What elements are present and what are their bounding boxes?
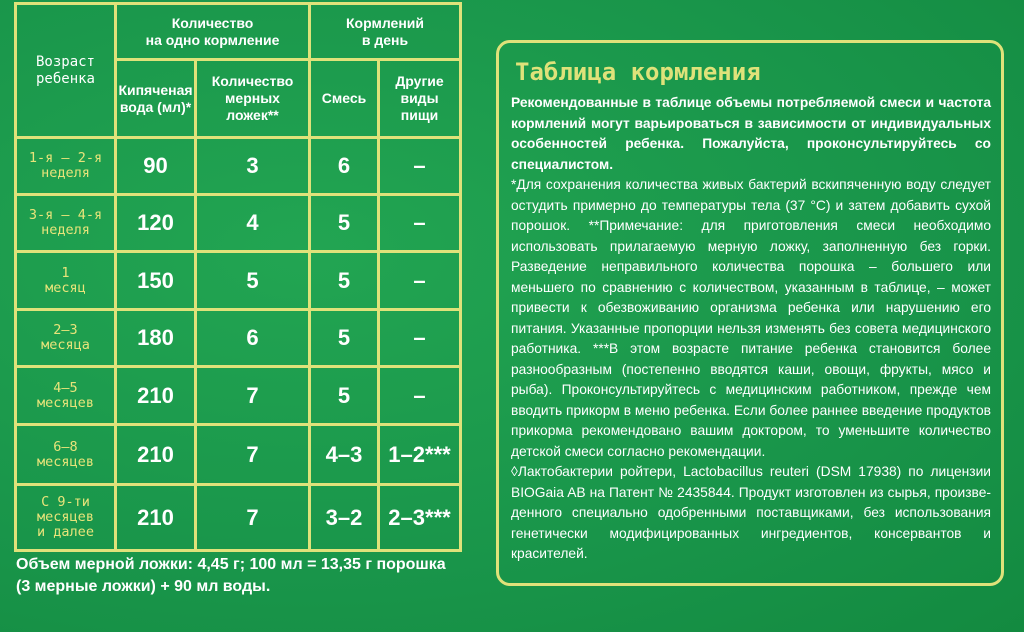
header-spoons-line-1: Количество xyxy=(211,73,294,89)
spoons-cell: 7 xyxy=(196,367,310,425)
mix-cell: 6 xyxy=(310,138,379,195)
age-cell xyxy=(16,485,116,551)
age-line-1: С 9-ти xyxy=(41,494,90,510)
age-cell xyxy=(16,138,116,195)
header-water xyxy=(116,60,196,138)
age-line-2: месяца xyxy=(41,337,90,353)
table-row xyxy=(16,425,461,485)
header-other-line-2: виды пищи xyxy=(400,90,439,123)
age-line-1: 1-я – 2-я xyxy=(28,150,103,166)
age-line-2: неделя xyxy=(41,165,90,181)
age-line-2: месяцев xyxy=(37,509,94,525)
header-mix: Смесь xyxy=(310,60,379,138)
age-line-2: неделя xyxy=(41,222,90,238)
spoon-volume-note xyxy=(16,554,486,598)
header-other xyxy=(379,60,461,138)
table-row xyxy=(16,485,461,551)
table-row xyxy=(16,252,461,310)
water-cell: 180 xyxy=(116,310,196,367)
age-cell xyxy=(16,367,116,425)
water-cell: 210 xyxy=(116,367,196,425)
mix-cell: 3–2 xyxy=(310,485,379,551)
age-line-2: месяц xyxy=(45,279,86,296)
feeding-table xyxy=(14,2,462,552)
header-age xyxy=(16,4,116,138)
header-per-day-line-1: Кормлений xyxy=(346,14,424,31)
spoons-cell: 6 xyxy=(196,310,310,367)
other-food-cell: – xyxy=(379,367,461,425)
header-per-feeding-line-1: Количество xyxy=(171,14,254,31)
header-per-day-line-2: в день xyxy=(361,31,409,48)
age-line-2: месяцев xyxy=(37,394,94,411)
spoons-cell: 5 xyxy=(196,252,310,310)
water-cell: 120 xyxy=(116,195,196,252)
age-line-2: месяцев xyxy=(37,453,94,470)
mix-cell: 5 xyxy=(310,367,379,425)
spoon-note-line-1: Объем мерной ложки: 4,45 г; 100 мл = 13,35 г порошка xyxy=(16,556,446,573)
spoon-note-line-2: (3 мерные ложки) + 90 мл воды. xyxy=(16,578,271,595)
other-food-cell: – xyxy=(379,138,461,195)
feeding-info-panel xyxy=(496,40,1004,586)
table-row xyxy=(16,367,461,425)
other-food-cell: 1–2*** xyxy=(379,425,461,485)
table-row xyxy=(16,195,461,252)
other-food-cell: – xyxy=(379,310,461,367)
mix-cell: 4–3 xyxy=(310,425,379,485)
spoons-cell: 3 xyxy=(196,138,310,195)
header-spoons-line-2: мерных ложек** xyxy=(225,90,280,123)
age-cell xyxy=(16,252,116,310)
age-line-1: 4–5 xyxy=(53,379,78,396)
header-per-day xyxy=(310,4,461,60)
panel-title: Таблица кормления xyxy=(515,58,761,86)
header-spoons xyxy=(196,60,310,138)
mix-cell: 5 xyxy=(310,310,379,367)
header-per-feeding-line-2: на одно кормление xyxy=(145,31,280,48)
water-cell: 90 xyxy=(116,138,196,195)
recommendation-text: Рекомендованные в таблице объемы потребляемой смеси и частота кормлений могут варьироваться в зависимости от индивидуальных особенностей ребенка. Пожалуйста, проконсультируйтесь со специалистом. xyxy=(511,95,991,172)
age-cell xyxy=(16,310,116,367)
water-cell: 150 xyxy=(116,252,196,310)
mix-cell: 5 xyxy=(310,195,379,252)
mix-cell: 5 xyxy=(310,252,379,310)
spoons-cell: 7 xyxy=(196,485,310,551)
other-food-cell: 2–3*** xyxy=(379,485,461,551)
header-per-feeding xyxy=(116,4,310,60)
header-other-line-1: Другие xyxy=(395,73,444,89)
preparation-notes: *Для сохранения количества живых бактерий вскипяченную воду следует остудить примерно до температуры тела (37 °С) и затем добавить сухой порошок. **Примечание: для приготовления смеси необходимо использовать прилагаемую мерную ложку, заполненную без горки. Разведение неправильного количества порошка – большего или меньшего по сравнению с количеством, указанным в таблице, – может привести к обезвоживанию организма ребенка или нарушению его питания. Указанные пропорции нельзя изменять без совета медицинского работника. ***В этом возрасте питание ребенка становится более разнообразным (постепенно вводятся каши, овощи, фрукты, мясо и рыба). Проконсультируйтесь с медицинским работником, прежде чем вводить прикорм в меню ребенка. Если более раннее введение продуктов прикорма рекомендовано вашим доктором, то уменьшите количество детской смеси согласно рекомендации. xyxy=(511,177,991,459)
water-cell: 210 xyxy=(116,485,196,551)
spoons-cell: 4 xyxy=(196,195,310,252)
age-line-1: 6–8 xyxy=(53,438,78,455)
age-line-3: и далее xyxy=(37,524,94,540)
header-age-line-2: ребенка xyxy=(35,70,95,87)
spoons-cell: 7 xyxy=(196,425,310,485)
probiotic-license-note: ◊Лактобактерии ройтери, Lactobacillus reuteri (DSM 17938) по лицензии BIOGaia AB на Патент № 2435844. Продукт изготовлен из сырья, произве-денного специально одобренными поставщиками, без использования генетически модифицированных ингредиентов, консервантов и красителей. xyxy=(511,464,991,561)
age-line-1: 3-я – 4-я xyxy=(28,207,103,223)
table-row xyxy=(16,138,461,195)
other-food-cell: – xyxy=(379,252,461,310)
header-water-line-2: вода (мл)* xyxy=(119,98,192,115)
table-header-row-1 xyxy=(16,4,461,60)
header-age-line-1: Возраст xyxy=(35,53,95,70)
age-cell xyxy=(16,425,116,485)
age-cell xyxy=(16,195,116,252)
age-line-1: 2–3 xyxy=(53,322,78,338)
header-water-line-1: Кипяченая xyxy=(118,81,193,98)
water-cell: 210 xyxy=(116,425,196,485)
other-food-cell: – xyxy=(379,195,461,252)
table-row xyxy=(16,310,461,367)
age-line-1: 1 xyxy=(61,264,70,281)
